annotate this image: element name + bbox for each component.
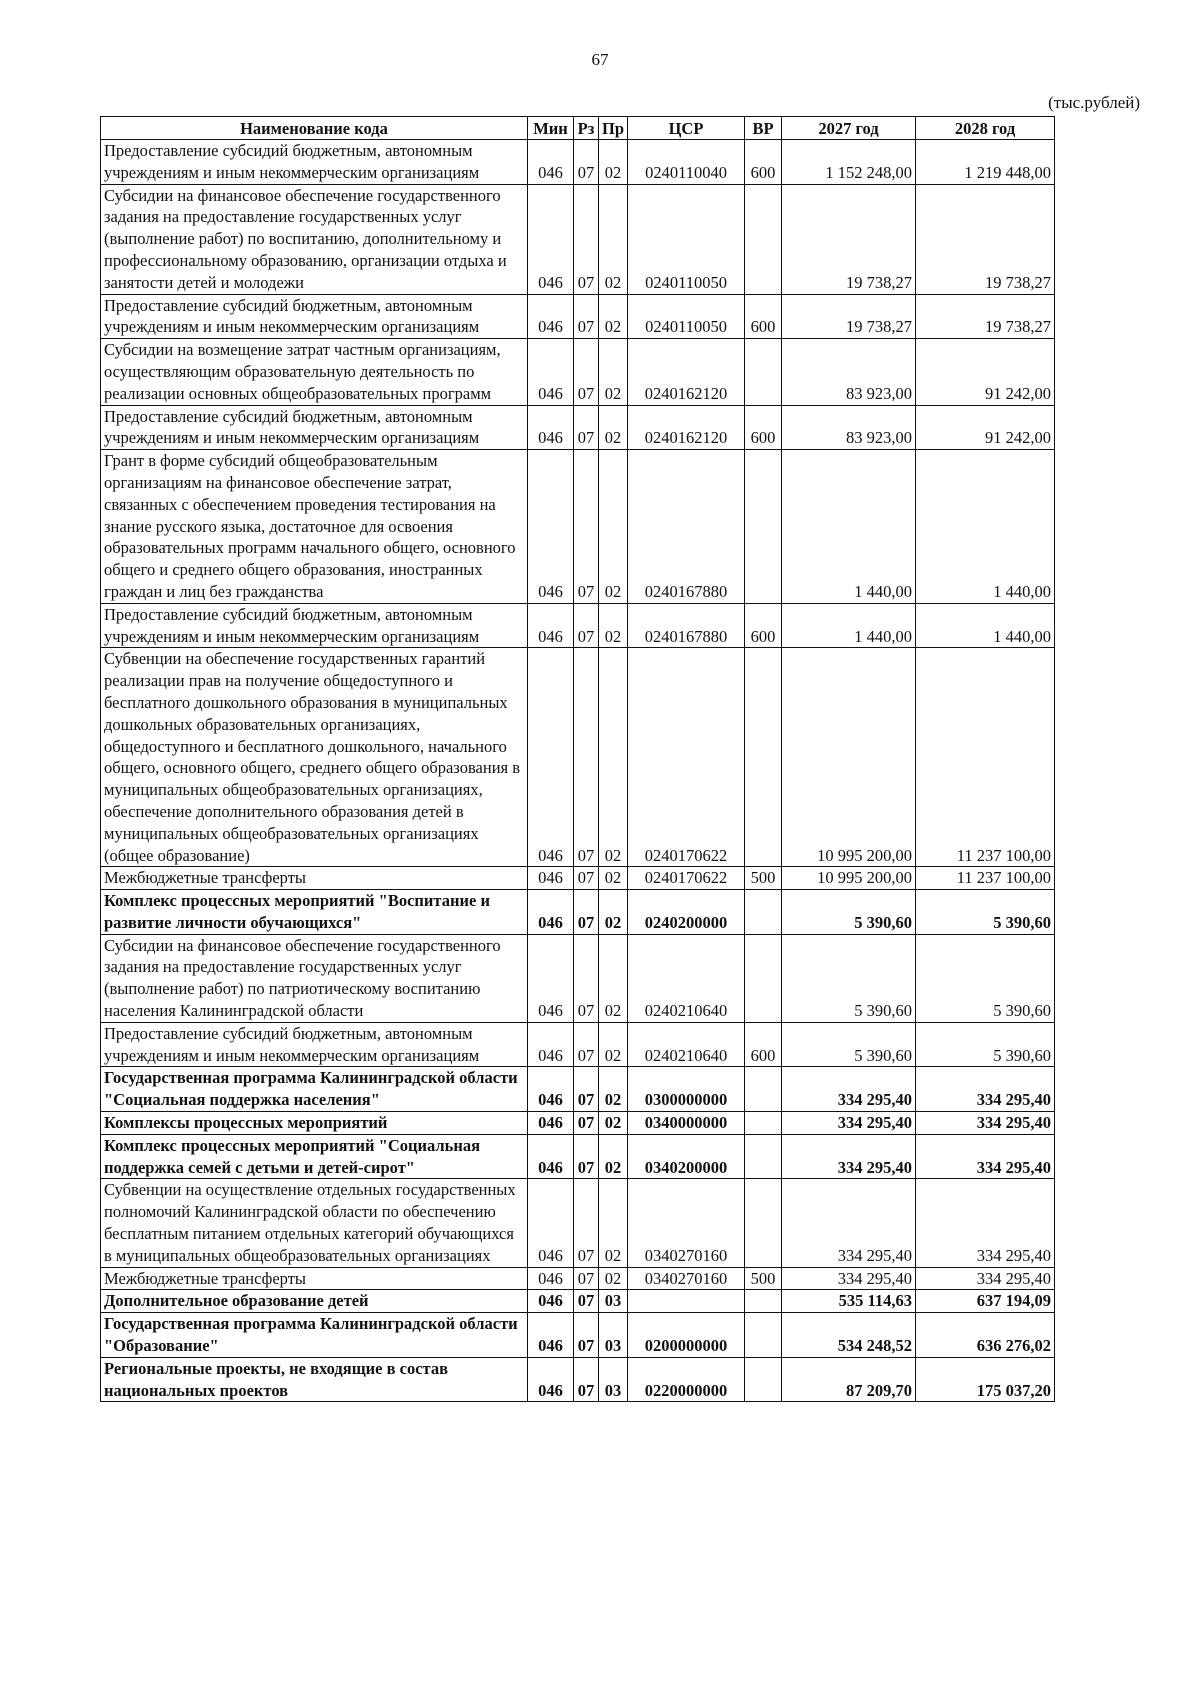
cell-name: Региональные проекты, не входящие в состав национальных проектов <box>101 1357 528 1402</box>
cell-name: Субсидии на финансовое обеспечение государственного задания на предоставление государственных услуг (выполнение работ) по патриотическому воспитанию населения Калининградской области <box>101 934 528 1022</box>
cell-pr: 02 <box>599 890 628 935</box>
cell-name: Предоставление субсидий бюджетным, автономным учреждениям и иным некоммерческим организациям <box>101 603 528 648</box>
cell-y2027: 5 390,60 <box>782 934 916 1022</box>
cell-name: Комплекс процессных мероприятий "Социальная поддержка семей с детьми и детей-сирот" <box>101 1134 528 1179</box>
cell-csr: 0240110040 <box>628 140 745 185</box>
cell-rz: 07 <box>574 1179 599 1267</box>
cell-y2028: 175 037,20 <box>916 1357 1055 1402</box>
cell-min: 046 <box>528 648 574 867</box>
cell-min: 046 <box>528 1313 574 1358</box>
header-name: Наименование кода <box>101 117 528 140</box>
cell-name: Предоставление субсидий бюджетным, автономным учреждениям и иным некоммерческим организациям <box>101 405 528 450</box>
cell-y2027: 334 295,40 <box>782 1067 916 1112</box>
cell-csr <box>628 1290 745 1313</box>
cell-vr <box>745 1290 782 1313</box>
cell-y2027: 535 114,63 <box>782 1290 916 1313</box>
header-2028: 2028 год <box>916 117 1055 140</box>
cell-y2027: 334 295,40 <box>782 1134 916 1179</box>
cell-rz: 07 <box>574 1290 599 1313</box>
cell-y2027: 5 390,60 <box>782 1022 916 1067</box>
table-row <box>101 405 1055 450</box>
table-row <box>101 339 1055 405</box>
cell-rz: 07 <box>574 140 599 185</box>
table-row <box>101 890 1055 935</box>
cell-pr: 02 <box>599 450 628 604</box>
cell-y2027: 334 295,40 <box>782 1179 916 1267</box>
cell-min: 046 <box>528 1290 574 1313</box>
cell-rz: 07 <box>574 1022 599 1067</box>
cell-y2027: 10 995 200,00 <box>782 867 916 890</box>
units-label: (тыс.рублей) <box>1048 93 1140 112</box>
cell-y2028: 334 295,40 <box>916 1267 1055 1290</box>
cell-min: 046 <box>528 1179 574 1267</box>
cell-name: Субсидии на возмещение затрат частным организациям, осуществляющим образовательную деятельность по реализации основных общеобразовательных программ <box>101 339 528 405</box>
cell-min: 046 <box>528 184 574 294</box>
cell-vr: 600 <box>745 405 782 450</box>
cell-y2027: 83 923,00 <box>782 405 916 450</box>
cell-pr: 02 <box>599 294 628 339</box>
table-row <box>101 1067 1055 1112</box>
cell-rz: 07 <box>574 1357 599 1402</box>
cell-pr: 02 <box>599 1267 628 1290</box>
cell-name: Субвенции на осуществление отдельных государственных полномочий Калининградской области по обеспечению бесплатным питанием отдельных категорий обучающихся в муниципальных общеобразовательных организациях <box>101 1179 528 1267</box>
table-row <box>101 1112 1055 1135</box>
table-row <box>101 1134 1055 1179</box>
cell-pr: 02 <box>599 603 628 648</box>
cell-vr: 500 <box>745 1267 782 1290</box>
cell-csr: 0240170622 <box>628 648 745 867</box>
cell-rz: 07 <box>574 890 599 935</box>
cell-min: 046 <box>528 1134 574 1179</box>
table-row <box>101 1290 1055 1313</box>
cell-rz: 07 <box>574 294 599 339</box>
cell-vr <box>745 1134 782 1179</box>
cell-vr <box>745 1067 782 1112</box>
cell-rz: 07 <box>574 339 599 405</box>
cell-y2028: 5 390,60 <box>916 1022 1055 1067</box>
cell-name: Комплексы процессных мероприятий <box>101 1112 528 1135</box>
cell-csr: 0240167880 <box>628 603 745 648</box>
page-number: 67 <box>591 50 609 69</box>
table-row <box>101 1022 1055 1067</box>
cell-min: 046 <box>528 1067 574 1112</box>
table-row <box>101 934 1055 1022</box>
cell-name: Субсидии на финансовое обеспечение государственного задания на предоставление государственных услуг (выполнение работ) по воспитанию, дополнительному и профессиональному образованию, организации отдыха и занятости детей и молодежи <box>101 184 528 294</box>
cell-y2028: 19 738,27 <box>916 184 1055 294</box>
cell-y2028: 91 242,00 <box>916 339 1055 405</box>
cell-vr <box>745 339 782 405</box>
cell-name: Государственная программа Калининградской области "Образование" <box>101 1313 528 1358</box>
cell-pr: 03 <box>599 1290 628 1313</box>
cell-pr: 02 <box>599 140 628 185</box>
cell-y2028: 19 738,27 <box>916 294 1055 339</box>
cell-vr: 500 <box>745 867 782 890</box>
cell-pr: 02 <box>599 184 628 294</box>
cell-rz: 07 <box>574 405 599 450</box>
cell-pr: 03 <box>599 1313 628 1358</box>
cell-min: 046 <box>528 603 574 648</box>
table-row <box>101 450 1055 604</box>
cell-csr: 0200000000 <box>628 1313 745 1358</box>
cell-y2027: 5 390,60 <box>782 890 916 935</box>
cell-y2028: 11 237 100,00 <box>916 648 1055 867</box>
cell-csr: 0240200000 <box>628 890 745 935</box>
cell-pr: 02 <box>599 1067 628 1112</box>
cell-name: Предоставление субсидий бюджетным, автономным учреждениям и иным некоммерческим организациям <box>101 294 528 339</box>
cell-y2028: 1 440,00 <box>916 450 1055 604</box>
header-vr: ВР <box>745 117 782 140</box>
cell-pr: 02 <box>599 405 628 450</box>
cell-vr: 600 <box>745 603 782 648</box>
cell-name: Предоставление субсидий бюджетным, автономным учреждениям и иным некоммерческим организациям <box>101 1022 528 1067</box>
cell-rz: 07 <box>574 867 599 890</box>
cell-min: 046 <box>528 450 574 604</box>
cell-vr <box>745 1179 782 1267</box>
table-row <box>101 184 1055 294</box>
cell-y2028: 1 440,00 <box>916 603 1055 648</box>
table-row <box>101 603 1055 648</box>
cell-pr: 02 <box>599 648 628 867</box>
cell-vr <box>745 450 782 604</box>
cell-vr: 600 <box>745 294 782 339</box>
cell-vr: 600 <box>745 1022 782 1067</box>
cell-y2027: 10 995 200,00 <box>782 648 916 867</box>
cell-csr: 0240210640 <box>628 934 745 1022</box>
cell-name: Субвенции на обеспечение государственных гарантий реализации прав на получение общедоступного и бесплатного дошкольного образования в муниципальных дошкольных образовательных организациях, общедоступного и бесплатного дошкольного, начального общего, основного общего, среднего общего образования в муниципальных общеобразовательных организациях, обеспечение дополнительного образования детей в муниципальных общеобразовательных организациях (общее образование) <box>101 648 528 867</box>
cell-y2028: 11 237 100,00 <box>916 867 1055 890</box>
table-row <box>101 1313 1055 1358</box>
header-min: Мин <box>528 117 574 140</box>
cell-y2027: 1 152 248,00 <box>782 140 916 185</box>
header-csr: ЦСР <box>628 117 745 140</box>
cell-name: Грант в форме субсидий общеобразовательным организациям на финансовое обеспечение затрат, связанных с обеспечением проведения тестирования на знание русского языка, достаточное для освоения образовательных программ начального общего, основного общего и среднего общего образования, иностранных граждан и лиц без гражданства <box>101 450 528 604</box>
header-row <box>101 117 1055 140</box>
header-rz: Рз <box>574 117 599 140</box>
cell-y2027: 1 440,00 <box>782 603 916 648</box>
cell-vr: 600 <box>745 140 782 185</box>
cell-name: Межбюджетные трансферты <box>101 1267 528 1290</box>
cell-name: Дополнительное образование детей <box>101 1290 528 1313</box>
cell-min: 046 <box>528 405 574 450</box>
cell-pr: 02 <box>599 1134 628 1179</box>
cell-vr <box>745 1112 782 1135</box>
cell-y2028: 334 295,40 <box>916 1112 1055 1135</box>
cell-csr: 0240170622 <box>628 867 745 890</box>
cell-y2028: 637 194,09 <box>916 1290 1055 1313</box>
cell-pr: 02 <box>599 339 628 405</box>
cell-y2028: 5 390,60 <box>916 890 1055 935</box>
cell-rz: 07 <box>574 1313 599 1358</box>
cell-csr: 0340200000 <box>628 1134 745 1179</box>
cell-min: 046 <box>528 1112 574 1135</box>
cell-csr: 0240110050 <box>628 184 745 294</box>
cell-min: 046 <box>528 934 574 1022</box>
cell-min: 046 <box>528 890 574 935</box>
table-row <box>101 1179 1055 1267</box>
cell-name: Государственная программа Калининградской области "Социальная поддержка населения" <box>101 1067 528 1112</box>
cell-rz: 07 <box>574 1067 599 1112</box>
cell-csr: 0340000000 <box>628 1112 745 1135</box>
cell-y2028: 334 295,40 <box>916 1134 1055 1179</box>
cell-csr: 0340270160 <box>628 1267 745 1290</box>
cell-rz: 07 <box>574 603 599 648</box>
cell-min: 046 <box>528 867 574 890</box>
cell-name: Предоставление субсидий бюджетным, автономным учреждениям и иным некоммерческим организациям <box>101 140 528 185</box>
cell-pr: 02 <box>599 1179 628 1267</box>
cell-y2028: 636 276,02 <box>916 1313 1055 1358</box>
cell-csr: 0240162120 <box>628 339 745 405</box>
budget-table <box>100 116 1055 1402</box>
table-row <box>101 140 1055 185</box>
header-2027: 2027 год <box>782 117 916 140</box>
cell-vr <box>745 890 782 935</box>
table-row <box>101 648 1055 867</box>
cell-y2027: 19 738,27 <box>782 184 916 294</box>
cell-y2028: 1 219 448,00 <box>916 140 1055 185</box>
cell-y2028: 334 295,40 <box>916 1067 1055 1112</box>
cell-csr: 0240162120 <box>628 405 745 450</box>
cell-rz: 07 <box>574 648 599 867</box>
table-row <box>101 294 1055 339</box>
cell-rz: 07 <box>574 1112 599 1135</box>
cell-csr: 0240110050 <box>628 294 745 339</box>
cell-min: 046 <box>528 294 574 339</box>
cell-rz: 07 <box>574 1267 599 1290</box>
cell-y2027: 534 248,52 <box>782 1313 916 1358</box>
cell-y2028: 5 390,60 <box>916 934 1055 1022</box>
cell-rz: 07 <box>574 934 599 1022</box>
cell-rz: 07 <box>574 1134 599 1179</box>
cell-rz: 07 <box>574 450 599 604</box>
cell-y2027: 1 440,00 <box>782 450 916 604</box>
cell-pr: 03 <box>599 1357 628 1402</box>
cell-csr: 0240167880 <box>628 450 745 604</box>
table-row <box>101 1357 1055 1402</box>
cell-vr <box>745 648 782 867</box>
cell-min: 046 <box>528 140 574 185</box>
cell-min: 046 <box>528 1267 574 1290</box>
cell-rz: 07 <box>574 184 599 294</box>
cell-name: Межбюджетные трансферты <box>101 867 528 890</box>
cell-pr: 02 <box>599 1022 628 1067</box>
cell-csr: 0300000000 <box>628 1067 745 1112</box>
cell-pr: 02 <box>599 934 628 1022</box>
cell-y2027: 83 923,00 <box>782 339 916 405</box>
cell-pr: 02 <box>599 867 628 890</box>
cell-pr: 02 <box>599 1112 628 1135</box>
cell-y2028: 334 295,40 <box>916 1179 1055 1267</box>
cell-y2027: 87 209,70 <box>782 1357 916 1402</box>
cell-name: Комплекс процессных мероприятий "Воспитание и развитие личности обучающихся" <box>101 890 528 935</box>
cell-min: 046 <box>528 339 574 405</box>
cell-y2028: 91 242,00 <box>916 405 1055 450</box>
header-pr: Пр <box>599 117 628 140</box>
cell-csr: 0220000000 <box>628 1357 745 1402</box>
cell-csr: 0340270160 <box>628 1179 745 1267</box>
cell-y2027: 334 295,40 <box>782 1267 916 1290</box>
cell-csr: 0240210640 <box>628 1022 745 1067</box>
cell-min: 046 <box>528 1357 574 1402</box>
table-row <box>101 867 1055 890</box>
cell-vr <box>745 1357 782 1402</box>
cell-y2027: 19 738,27 <box>782 294 916 339</box>
cell-min: 046 <box>528 1022 574 1067</box>
cell-vr <box>745 934 782 1022</box>
cell-vr <box>745 1313 782 1358</box>
table-row <box>101 1267 1055 1290</box>
cell-vr <box>745 184 782 294</box>
cell-y2027: 334 295,40 <box>782 1112 916 1135</box>
